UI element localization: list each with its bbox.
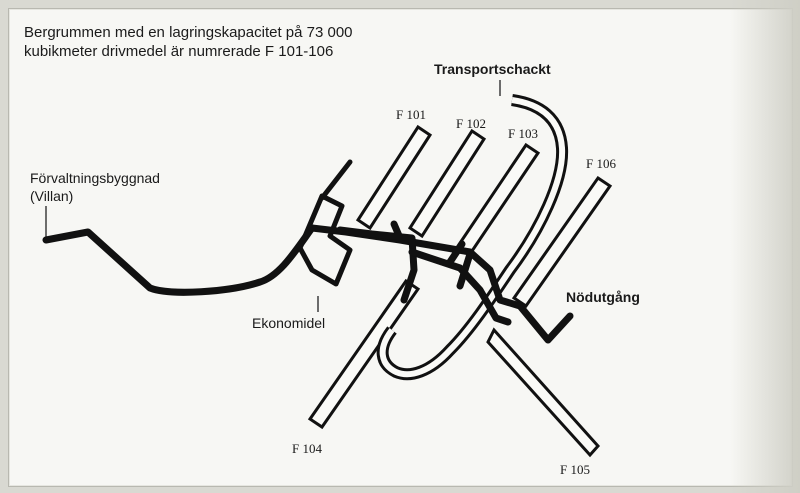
- caption: [24, 24, 353, 60]
- label-villan: (Villan): [30, 188, 74, 204]
- label-f102: F 102: [456, 116, 486, 131]
- chamber-f105: [488, 330, 598, 455]
- label-ekonomidel: Ekonomidel: [252, 315, 326, 331]
- chamber-f104: [310, 281, 418, 427]
- label-nodutgang: Nödutgång: [566, 289, 640, 305]
- label-f103: F 103: [508, 126, 538, 141]
- label-f104: F 104: [292, 441, 322, 456]
- label-f101: F 101: [396, 107, 426, 122]
- tunnels: [46, 162, 570, 340]
- access-tunnel: [46, 228, 312, 292]
- label-transportschackt: Transportschackt: [434, 61, 551, 77]
- caption-line-1: Bergrummen med en lagringskapacitet på 73 000: [24, 24, 353, 41]
- chambers: [310, 127, 610, 455]
- label-f106: F 106: [586, 156, 616, 171]
- caption-line-2: kubikmeter drivmedel är numrerade F 101-106: [24, 43, 334, 60]
- label-f105: F 105: [560, 462, 590, 477]
- label-forvaltning: Förvaltningsbyggnad: [30, 170, 160, 186]
- economy-spur: [322, 162, 350, 198]
